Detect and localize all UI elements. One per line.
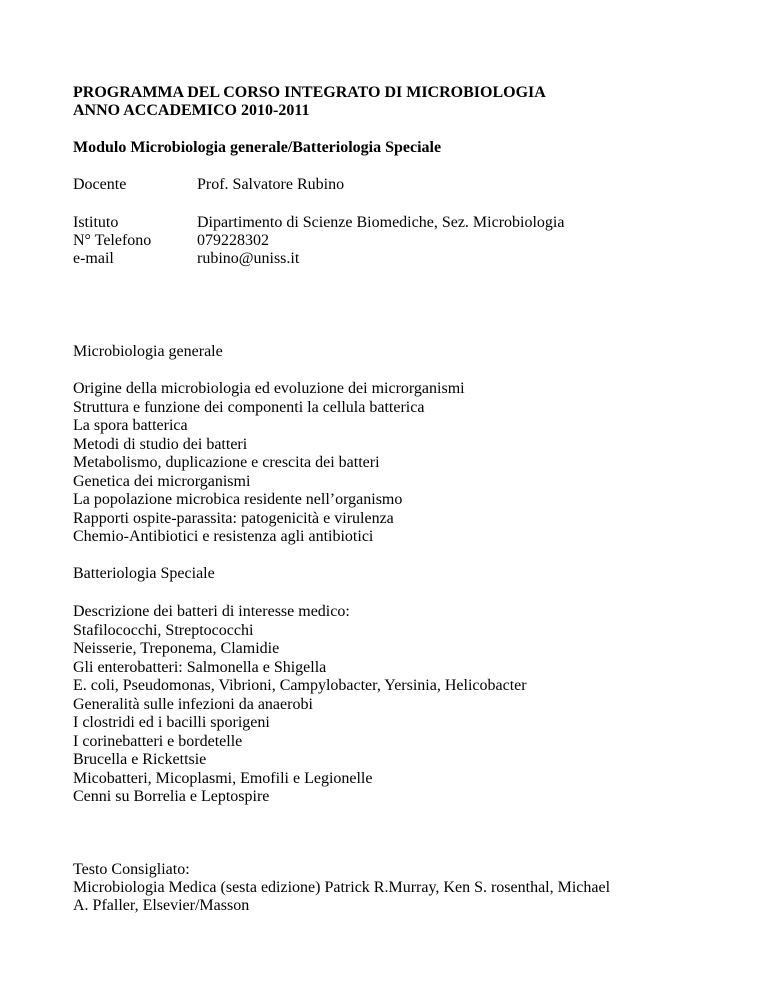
list-item: Neisserie, Treponema, Clamidie xyxy=(73,640,280,657)
list-item: Brucella e Rickettsie xyxy=(73,751,207,768)
telefono-label: N° Telefono xyxy=(73,232,152,249)
speciale-list xyxy=(73,603,527,807)
istituto-value: Dipartimento di Scienze Biomediche, Sez. Microbiologia xyxy=(197,214,565,231)
speciale-heading: Batteriologia Speciale xyxy=(73,565,215,582)
course-title: PROGRAMMA DEL CORSO INTEGRATO DI MICROBIOLOGIA xyxy=(73,84,546,101)
istituto-label: Istituto xyxy=(73,214,119,231)
list-item: Cenni su Borrelia e Leptospire xyxy=(73,788,270,805)
academic-year: ANNO ACCADEMICO 2010-2011 xyxy=(73,102,310,119)
list-item: Gli enterobatteri: Salmonella e Shigella xyxy=(73,658,327,676)
docente-value: Prof. Salvatore Rubino xyxy=(197,176,345,193)
email-label: e-mail xyxy=(73,250,114,267)
generale-heading: Microbiologia generale xyxy=(73,343,223,360)
testo-line1: Microbiologia Medica (sesta edizione) Patrick R.Murray, Ken S. rosenthal, Michael xyxy=(73,879,611,896)
list-item: La popolazione microbica residente nell’organismo xyxy=(73,491,403,508)
testo-label: Testo Consigliato: xyxy=(73,861,190,878)
list-item: Genetica dei microrganismi xyxy=(73,472,251,490)
list-item: E. coli, Pseudomonas, Vibrioni, Campylobacter, Yersinia, Helicobacter xyxy=(73,677,527,694)
generale-list xyxy=(73,380,465,547)
module-title: Modulo Microbiologia generale/Batteriologia Speciale xyxy=(73,139,442,156)
list-item: Descrizione dei batteri di interesse medico: xyxy=(73,603,350,620)
list-item: Chemio-Antibiotici e resistenza agli antibiotici xyxy=(73,528,374,545)
list-item: I corinebatteri e bordetelle xyxy=(73,732,243,750)
email-value: rubino@uniss.it xyxy=(197,250,300,267)
list-item: Rapporti ospite-parassita: patogenicità e virulenza xyxy=(73,509,394,527)
testo-line2: A. Pfaller, Elsevier/Masson xyxy=(73,897,250,914)
list-item: Micobatteri, Micoplasmi, Emofili e Legionelle xyxy=(73,769,373,787)
list-item: La spora batterica xyxy=(73,417,188,434)
list-item: Origine della microbiologia ed evoluzione dei microrganismi xyxy=(73,380,465,397)
list-item: Generalità sulle infezioni da anaerobi xyxy=(73,695,313,713)
list-item: Stafilococchi, Streptococchi xyxy=(73,621,254,639)
list-item: I clostridi ed i bacilli sporigeni xyxy=(73,714,270,731)
list-item: Metabolismo, duplicazione e crescita dei batteri xyxy=(73,454,380,471)
telefono-value: 079228302 xyxy=(197,232,269,249)
list-item: Struttura e funzione dei componenti la cellula batterica xyxy=(73,398,425,416)
list-item: Metodi di studio dei batteri xyxy=(73,435,248,453)
docente-label: Docente xyxy=(73,176,127,193)
